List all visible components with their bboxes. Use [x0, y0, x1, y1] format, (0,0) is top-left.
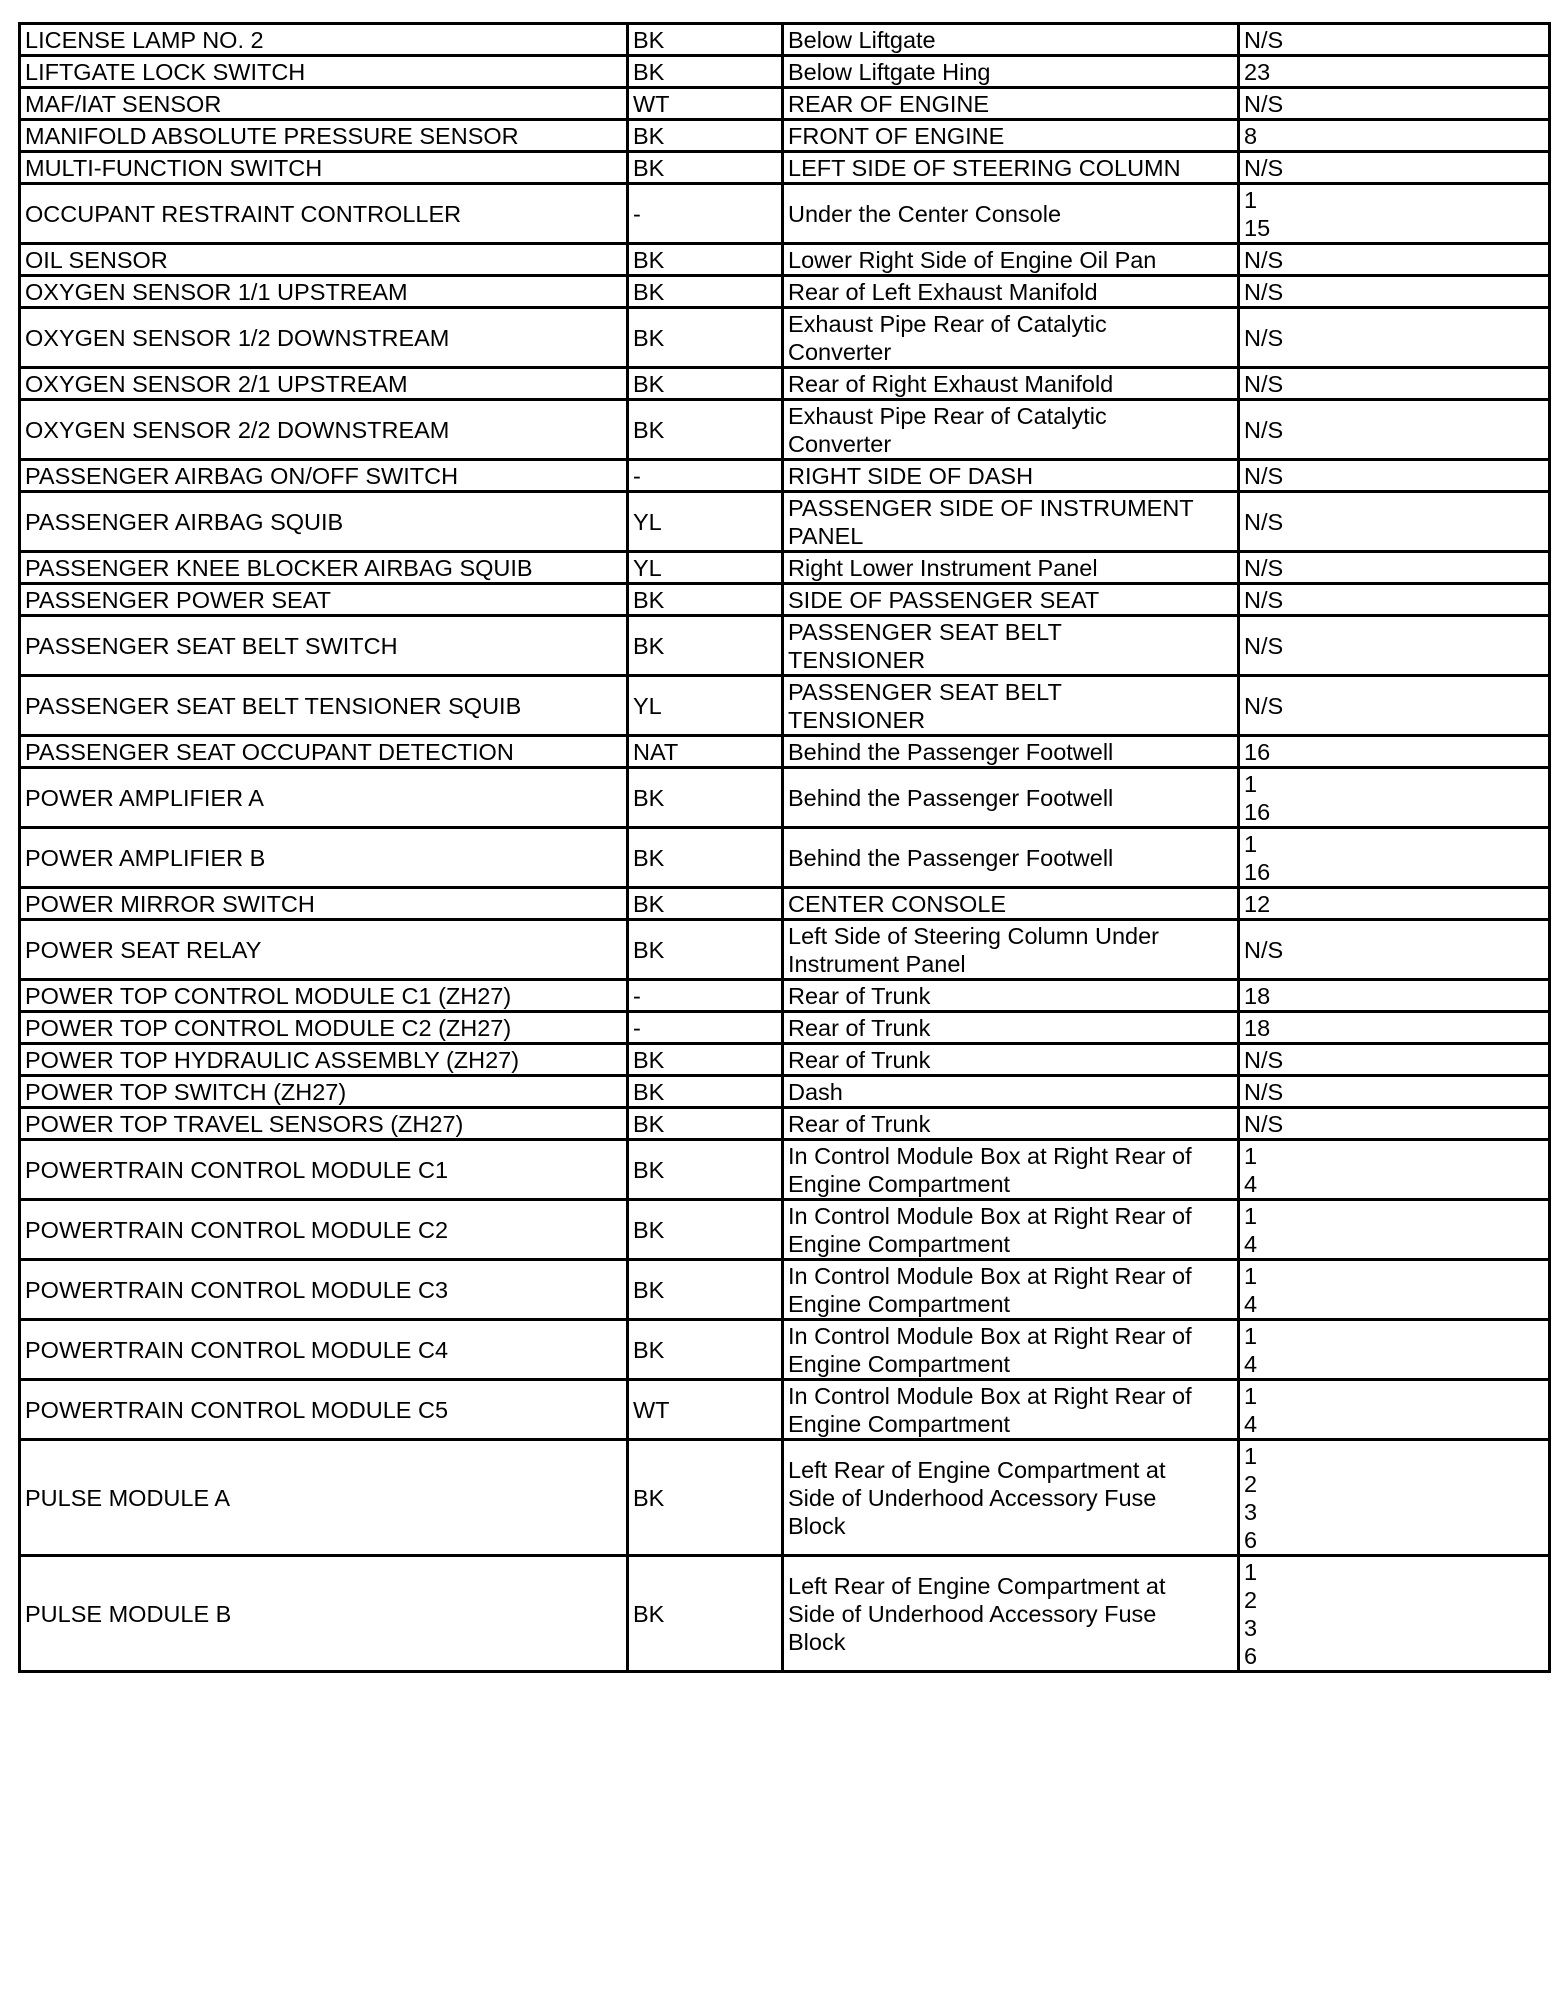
- connector-color-cell: BK: [628, 308, 783, 368]
- locator-view-cell: [1239, 400, 1550, 460]
- locator-view-line: 1: [1244, 187, 1258, 213]
- locator-view-line: N/S: [1244, 155, 1284, 181]
- locator-view-line: 1: [1244, 771, 1258, 797]
- locator-view-cell: [1239, 676, 1550, 736]
- locator-view-line: N/S: [1244, 937, 1284, 963]
- table-row: [20, 1012, 1550, 1044]
- connector-color-cell: WT: [628, 1380, 783, 1440]
- connector-color-cell: BK: [628, 1320, 783, 1380]
- locator-view-line: 3: [1244, 1615, 1258, 1641]
- locator-view-cell: [1239, 276, 1550, 308]
- location-cell: [783, 1044, 1239, 1076]
- component-name-cell: POWERTRAIN CONTROL MODULE C2: [20, 1200, 628, 1260]
- connector-color-cell: -: [628, 184, 783, 244]
- table-row: [20, 1044, 1550, 1076]
- component-name-cell: POWERTRAIN CONTROL MODULE C5: [20, 1380, 628, 1440]
- locator-view-cell: [1239, 184, 1550, 244]
- location-line: Converter: [788, 431, 892, 457]
- table-row: [20, 1200, 1550, 1260]
- table-row: [20, 1140, 1550, 1200]
- locator-view-line: 23: [1244, 59, 1271, 85]
- locator-view-cell: [1239, 1044, 1550, 1076]
- table-row: [20, 244, 1550, 276]
- locator-view-line: N/S: [1244, 371, 1284, 397]
- connector-color-cell: -: [628, 1012, 783, 1044]
- location-line: Exhaust Pipe Rear of Catalytic: [788, 311, 1107, 337]
- connector-color-cell: BK: [628, 828, 783, 888]
- table-row: [20, 400, 1550, 460]
- locator-view-line: 18: [1244, 1015, 1271, 1041]
- connector-table-page: [18, 22, 1548, 1673]
- location-line: Engine Compartment: [788, 1291, 1011, 1317]
- locator-view-cell: [1239, 736, 1550, 768]
- connector-color-cell: BK: [628, 1200, 783, 1260]
- component-name-cell: OIL SENSOR: [20, 244, 628, 276]
- location-cell: [783, 1108, 1239, 1140]
- location-line: Rear of Trunk: [788, 983, 931, 1009]
- locator-view-cell: [1239, 152, 1550, 184]
- component-name-cell: POWER MIRROR SWITCH: [20, 888, 628, 920]
- location-cell: [783, 1140, 1239, 1200]
- connector-color-cell: YL: [628, 676, 783, 736]
- table-row: [20, 1556, 1550, 1672]
- connector-color-cell: BK: [628, 1556, 783, 1672]
- connector-color-cell: YL: [628, 552, 783, 584]
- location-line: In Control Module Box at Right Rear of: [788, 1143, 1192, 1169]
- locator-view-cell: [1239, 828, 1550, 888]
- location-line: In Control Module Box at Right Rear of: [788, 1383, 1192, 1409]
- table-row: [20, 492, 1550, 552]
- location-line: Right Lower Instrument Panel: [788, 555, 1098, 581]
- locator-view-cell: [1239, 1440, 1550, 1556]
- locator-view-cell: [1239, 120, 1550, 152]
- locator-view-line: N/S: [1244, 1079, 1284, 1105]
- location-line: Converter: [788, 339, 892, 365]
- locator-view-line: N/S: [1244, 633, 1284, 659]
- table-row: [20, 152, 1550, 184]
- locator-view-line: 6: [1244, 1527, 1258, 1553]
- location-line: Behind the Passenger Footwell: [788, 845, 1114, 871]
- component-name-cell: PULSE MODULE B: [20, 1556, 628, 1672]
- locator-view-line: N/S: [1244, 325, 1284, 351]
- locator-view-cell: [1239, 88, 1550, 120]
- location-line: In Control Module Box at Right Rear of: [788, 1263, 1192, 1289]
- component-name-cell: MULTI-FUNCTION SWITCH: [20, 152, 628, 184]
- location-line: Behind the Passenger Footwell: [788, 739, 1114, 765]
- location-cell: [783, 492, 1239, 552]
- locator-view-line: N/S: [1244, 463, 1284, 489]
- locator-view-cell: [1239, 308, 1550, 368]
- locator-view-line: N/S: [1244, 587, 1284, 613]
- table-row: [20, 768, 1550, 828]
- locator-view-cell: [1239, 24, 1550, 56]
- location-line: Behind the Passenger Footwell: [788, 785, 1114, 811]
- table-row: [20, 888, 1550, 920]
- locator-view-line: 16: [1244, 739, 1271, 765]
- locator-view-cell: [1239, 492, 1550, 552]
- component-name-cell: PASSENGER KNEE BLOCKER AIRBAG SQUIB: [20, 552, 628, 584]
- location-line: Below Liftgate Hing: [788, 59, 991, 85]
- locator-view-line: 2: [1244, 1587, 1258, 1613]
- locator-view-line: N/S: [1244, 1047, 1284, 1073]
- location-line: Rear of Trunk: [788, 1047, 931, 1073]
- connector-color-cell: WT: [628, 88, 783, 120]
- location-cell: [783, 1556, 1239, 1672]
- location-cell: [783, 24, 1239, 56]
- connector-color-cell: BK: [628, 368, 783, 400]
- table-row: [20, 56, 1550, 88]
- location-line: TENSIONER: [788, 707, 926, 733]
- component-name-cell: POWER TOP HYDRAULIC ASSEMBLY (ZH27): [20, 1044, 628, 1076]
- table-row: [20, 1440, 1550, 1556]
- table-row: [20, 24, 1550, 56]
- locator-view-line: 6: [1244, 1643, 1258, 1669]
- table-row: [20, 368, 1550, 400]
- component-name-cell: POWERTRAIN CONTROL MODULE C4: [20, 1320, 628, 1380]
- location-line: PASSENGER SIDE OF INSTRUMENT: [788, 495, 1194, 521]
- locator-view-line: 2: [1244, 1471, 1258, 1497]
- connector-color-cell: BK: [628, 56, 783, 88]
- locator-view-cell: [1239, 616, 1550, 676]
- locator-view-line: 18: [1244, 983, 1271, 1009]
- connector-color-cell: BK: [628, 276, 783, 308]
- locator-view-cell: [1239, 244, 1550, 276]
- table-row: [20, 1380, 1550, 1440]
- locator-view-line: 1: [1244, 1323, 1258, 1349]
- location-line: Lower Right Side of Engine Oil Pan: [788, 247, 1157, 273]
- locator-view-line: 15: [1244, 215, 1271, 241]
- component-name-cell: POWERTRAIN CONTROL MODULE C3: [20, 1260, 628, 1320]
- table-row: [20, 1108, 1550, 1140]
- connector-color-cell: BK: [628, 768, 783, 828]
- connector-color-cell: -: [628, 980, 783, 1012]
- table-row: [20, 460, 1550, 492]
- locator-view-cell: [1239, 1076, 1550, 1108]
- location-line: SIDE OF PASSENGER SEAT: [788, 587, 1100, 613]
- connector-color-cell: BK: [628, 1044, 783, 1076]
- location-line: TENSIONER: [788, 647, 926, 673]
- locator-view-cell: [1239, 920, 1550, 980]
- location-cell: [783, 768, 1239, 828]
- location-line: Instrument Panel: [788, 951, 966, 977]
- component-name-cell: OXYGEN SENSOR 1/2 DOWNSTREAM: [20, 308, 628, 368]
- component-name-cell: LIFTGATE LOCK SWITCH: [20, 56, 628, 88]
- location-cell: [783, 308, 1239, 368]
- location-cell: [783, 1200, 1239, 1260]
- locator-view-line: N/S: [1244, 509, 1284, 535]
- location-cell: [783, 1320, 1239, 1380]
- location-line: Engine Compartment: [788, 1171, 1011, 1197]
- location-line: Rear of Trunk: [788, 1015, 931, 1041]
- connector-color-cell: BK: [628, 152, 783, 184]
- location-cell: [783, 1440, 1239, 1556]
- connector-color-cell: BK: [628, 1076, 783, 1108]
- component-name-cell: OXYGEN SENSOR 2/2 DOWNSTREAM: [20, 400, 628, 460]
- locator-view-cell: [1239, 768, 1550, 828]
- location-line: Rear of Right Exhaust Manifold: [788, 371, 1114, 397]
- component-name-cell: PASSENGER POWER SEAT: [20, 584, 628, 616]
- connector-color-cell: YL: [628, 492, 783, 552]
- location-cell: [783, 400, 1239, 460]
- location-cell: [783, 88, 1239, 120]
- component-name-cell: OXYGEN SENSOR 1/1 UPSTREAM: [20, 276, 628, 308]
- locator-view-cell: [1239, 1380, 1550, 1440]
- table-row: [20, 980, 1550, 1012]
- connector-color-cell: BK: [628, 244, 783, 276]
- locator-view-line: N/S: [1244, 555, 1284, 581]
- location-line: Side of Underhood Accessory Fuse: [788, 1485, 1157, 1511]
- location-line: Engine Compartment: [788, 1351, 1011, 1377]
- connector-color-cell: BK: [628, 920, 783, 980]
- table-row: [20, 828, 1550, 888]
- locator-view-line: N/S: [1244, 247, 1284, 273]
- locator-view-cell: [1239, 1320, 1550, 1380]
- location-cell: [783, 1076, 1239, 1108]
- locator-view-line: 1: [1244, 831, 1258, 857]
- connector-table: [18, 22, 1551, 1673]
- locator-view-cell: [1239, 888, 1550, 920]
- component-name-cell: PULSE MODULE A: [20, 1440, 628, 1556]
- component-name-cell: POWER TOP CONTROL MODULE C2 (ZH27): [20, 1012, 628, 1044]
- table-row: [20, 184, 1550, 244]
- locator-view-cell: [1239, 1108, 1550, 1140]
- locator-view-cell: [1239, 368, 1550, 400]
- locator-view-cell: [1239, 1260, 1550, 1320]
- component-name-cell: POWER TOP TRAVEL SENSORS (ZH27): [20, 1108, 628, 1140]
- location-cell: [783, 1260, 1239, 1320]
- location-line: PASSENGER SEAT BELT: [788, 619, 1062, 645]
- component-name-cell: MAF/IAT SENSOR: [20, 88, 628, 120]
- locator-view-cell: [1239, 1556, 1550, 1672]
- locator-view-cell: [1239, 56, 1550, 88]
- location-cell: [783, 676, 1239, 736]
- connector-color-cell: BK: [628, 24, 783, 56]
- connector-color-cell: BK: [628, 616, 783, 676]
- connector-color-cell: BK: [628, 584, 783, 616]
- locator-view-line: 8: [1244, 123, 1258, 149]
- connector-color-cell: BK: [628, 1260, 783, 1320]
- location-cell: [783, 1380, 1239, 1440]
- location-line: REAR OF ENGINE: [788, 91, 990, 117]
- locator-view-cell: [1239, 584, 1550, 616]
- locator-view-line: 1: [1244, 1143, 1258, 1169]
- location-line: PASSENGER SEAT BELT: [788, 679, 1062, 705]
- locator-view-line: N/S: [1244, 417, 1284, 443]
- locator-view-line: 1: [1244, 1443, 1258, 1469]
- location-line: Block: [788, 1513, 846, 1539]
- component-name-cell: OXYGEN SENSOR 2/1 UPSTREAM: [20, 368, 628, 400]
- location-cell: [783, 152, 1239, 184]
- locator-view-line: 1: [1244, 1383, 1258, 1409]
- component-name-cell: POWER AMPLIFIER B: [20, 828, 628, 888]
- table-row: [20, 308, 1550, 368]
- location-cell: [783, 616, 1239, 676]
- connector-color-cell: BK: [628, 400, 783, 460]
- locator-view-line: 4: [1244, 1291, 1258, 1317]
- table-row: [20, 736, 1550, 768]
- connector-color-cell: -: [628, 460, 783, 492]
- locator-view-line: 16: [1244, 859, 1271, 885]
- locator-view-line: 1: [1244, 1559, 1258, 1585]
- locator-view-line: N/S: [1244, 1111, 1284, 1137]
- location-line: FRONT OF ENGINE: [788, 123, 1005, 149]
- location-cell: [783, 368, 1239, 400]
- locator-view-line: N/S: [1244, 279, 1284, 305]
- location-line: Rear of Left Exhaust Manifold: [788, 279, 1098, 305]
- locator-view-line: N/S: [1244, 693, 1284, 719]
- location-line: In Control Module Box at Right Rear of: [788, 1203, 1192, 1229]
- location-line: PANEL: [788, 523, 864, 549]
- location-line: CENTER CONSOLE: [788, 891, 1007, 917]
- component-name-cell: LICENSE LAMP NO. 2: [20, 24, 628, 56]
- locator-view-line: 4: [1244, 1411, 1258, 1437]
- location-line: Left Rear of Engine Compartment at: [788, 1573, 1166, 1599]
- locator-view-line: N/S: [1244, 27, 1284, 53]
- locator-view-line: 16: [1244, 799, 1271, 825]
- locator-view-cell: [1239, 1140, 1550, 1200]
- location-cell: [783, 460, 1239, 492]
- component-name-cell: PASSENGER SEAT BELT SWITCH: [20, 616, 628, 676]
- locator-view-cell: [1239, 980, 1550, 1012]
- location-line: In Control Module Box at Right Rear of: [788, 1323, 1192, 1349]
- locator-view-cell: [1239, 1012, 1550, 1044]
- location-cell: [783, 888, 1239, 920]
- location-line: Below Liftgate: [788, 27, 936, 53]
- connector-color-cell: BK: [628, 1108, 783, 1140]
- location-line: Dash: [788, 1079, 843, 1105]
- location-cell: [783, 920, 1239, 980]
- table-row: [20, 88, 1550, 120]
- location-cell: [783, 584, 1239, 616]
- table-row: [20, 276, 1550, 308]
- table-row: [20, 120, 1550, 152]
- locator-view-line: 12: [1244, 891, 1271, 917]
- table-row: [20, 920, 1550, 980]
- location-cell: [783, 1012, 1239, 1044]
- table-row: [20, 1076, 1550, 1108]
- location-cell: [783, 276, 1239, 308]
- connector-color-cell: BK: [628, 1140, 783, 1200]
- component-name-cell: POWER TOP SWITCH (ZH27): [20, 1076, 628, 1108]
- location-cell: [783, 980, 1239, 1012]
- table-body: [20, 24, 1550, 1672]
- location-line: Block: [788, 1629, 846, 1655]
- locator-view-cell: [1239, 1200, 1550, 1260]
- component-name-cell: PASSENGER SEAT BELT TENSIONER SQUIB: [20, 676, 628, 736]
- location-cell: [783, 552, 1239, 584]
- location-line: Left Rear of Engine Compartment at: [788, 1457, 1166, 1483]
- table-row: [20, 552, 1550, 584]
- component-name-cell: POWER AMPLIFIER A: [20, 768, 628, 828]
- location-line: Engine Compartment: [788, 1411, 1011, 1437]
- location-line: RIGHT SIDE OF DASH: [788, 463, 1034, 489]
- connector-color-cell: BK: [628, 120, 783, 152]
- locator-view-cell: [1239, 460, 1550, 492]
- location-line: Left Side of Steering Column Under: [788, 923, 1159, 949]
- component-name-cell: PASSENGER AIRBAG ON/OFF SWITCH: [20, 460, 628, 492]
- connector-color-cell: BK: [628, 888, 783, 920]
- locator-view-line: 3: [1244, 1499, 1258, 1525]
- location-cell: [783, 184, 1239, 244]
- table-row: [20, 584, 1550, 616]
- locator-view-line: 4: [1244, 1351, 1258, 1377]
- locator-view-line: 1: [1244, 1203, 1258, 1229]
- location-line: Rear of Trunk: [788, 1111, 931, 1137]
- locator-view-line: 4: [1244, 1171, 1258, 1197]
- location-line: Exhaust Pipe Rear of Catalytic: [788, 403, 1107, 429]
- locator-view-line: N/S: [1244, 91, 1284, 117]
- locator-view-line: 1: [1244, 1263, 1258, 1289]
- connector-color-cell: BK: [628, 1440, 783, 1556]
- component-name-cell: MANIFOLD ABSOLUTE PRESSURE SENSOR: [20, 120, 628, 152]
- component-name-cell: POWERTRAIN CONTROL MODULE C1: [20, 1140, 628, 1200]
- locator-view-cell: [1239, 552, 1550, 584]
- component-name-cell: OCCUPANT RESTRAINT CONTROLLER: [20, 184, 628, 244]
- location-cell: [783, 828, 1239, 888]
- connector-color-cell: NAT: [628, 736, 783, 768]
- table-row: [20, 1320, 1550, 1380]
- location-cell: [783, 56, 1239, 88]
- location-cell: [783, 244, 1239, 276]
- location-line: Engine Compartment: [788, 1231, 1011, 1257]
- table-row: [20, 1260, 1550, 1320]
- location-line: Side of Underhood Accessory Fuse: [788, 1601, 1157, 1627]
- component-name-cell: PASSENGER SEAT OCCUPANT DETECTION: [20, 736, 628, 768]
- location-line: LEFT SIDE OF STEERING COLUMN: [788, 155, 1181, 181]
- locator-view-line: 4: [1244, 1231, 1258, 1257]
- location-cell: [783, 736, 1239, 768]
- table-row: [20, 676, 1550, 736]
- location-line: Under the Center Console: [788, 201, 1062, 227]
- component-name-cell: POWER SEAT RELAY: [20, 920, 628, 980]
- component-name-cell: PASSENGER AIRBAG SQUIB: [20, 492, 628, 552]
- table-row: [20, 616, 1550, 676]
- component-name-cell: POWER TOP CONTROL MODULE C1 (ZH27): [20, 980, 628, 1012]
- location-cell: [783, 120, 1239, 152]
